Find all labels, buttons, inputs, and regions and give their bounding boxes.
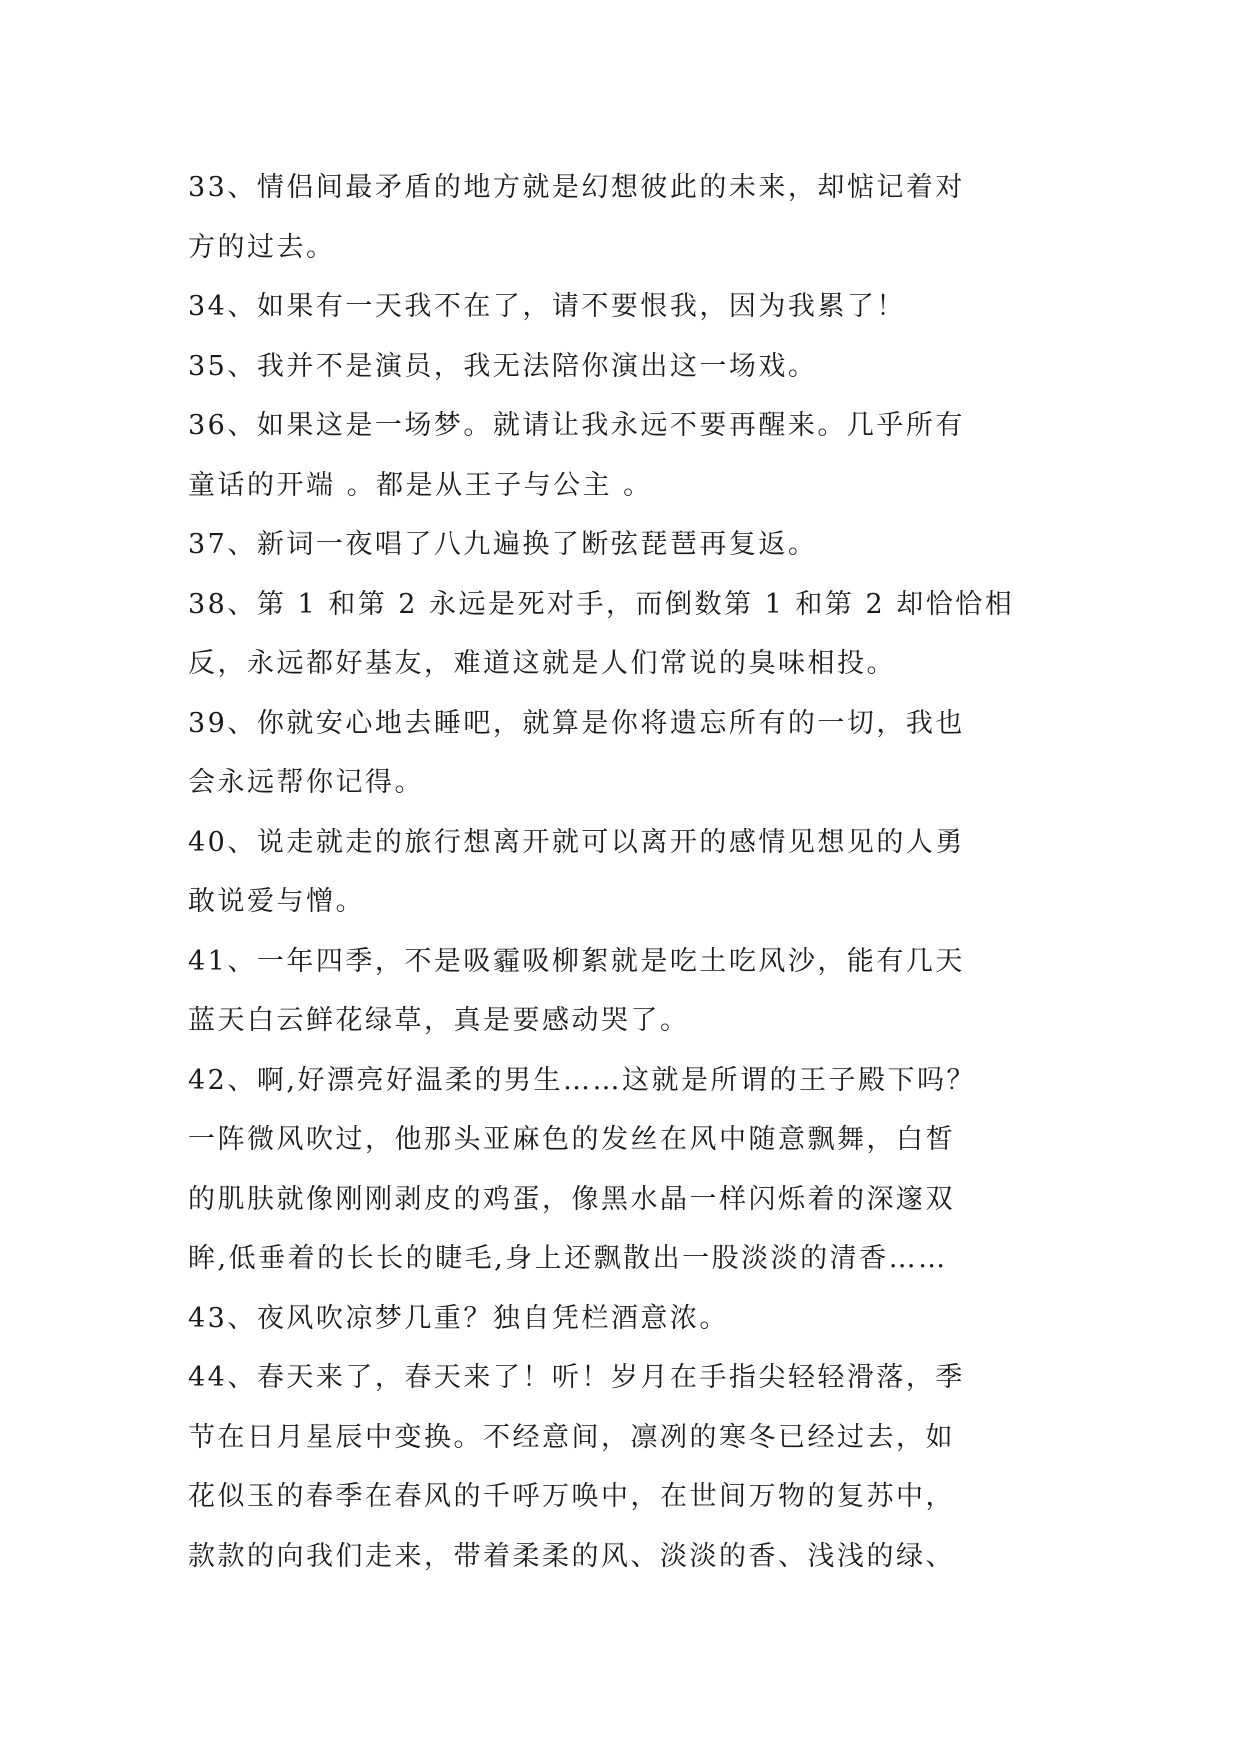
text-line: 的肌肤就像刚刚剥皮的鸡蛋，像黑水晶一样闪烁着的深邃双 [188,1183,955,1215]
text-line: 方的过去。 [188,231,336,263]
text-line: 反，永远都好基友，难道这就是人们常说的臭味相投。 [188,648,896,679]
text-line: 38、第 1 和第 2 永远是死对手，而倒数第 1 和第 2 却恰恰相 [188,588,1015,620]
text-line: 43、夜风吹凉梦几重？独自凭栏酒意浓。 [188,1302,729,1334]
text-line: 童话的开端 。都是从王子与公主 。 [188,469,653,501]
text-line: 会永远帮你记得。 [188,767,424,798]
text-line: 敢说爱与憎。 [188,886,365,917]
text-line: 40、说走就走的旅行想离开就可以离开的感情见想见的人勇 [188,826,965,858]
text-line: 41、一年四季，不是吸霾吸柳絮就是吃土吃风沙，能有几天 [188,945,965,977]
document-body [188,158,1088,1586]
text-line: 款款的向我们走来，带着柔柔的风、淡淡的香、浅浅的绿、 [188,1540,955,1572]
text-line: 33、情侣间最矛盾的地方就是幻想彼此的未来，却惦记着对 [188,172,965,203]
text-line: 37、新词一夜唱了八九遍换了断弦琵琶再复返。 [188,529,818,560]
text-line: 一阵微风吹过，他那头亚麻色的发丝在风中随意飘舞，白皙 [188,1124,955,1155]
text-line: 36、如果这是一场梦。就请让我永远不要再醒来。几乎所有 [188,410,965,441]
text-line: 节在日月星辰中变换。不经意间，凛冽的寒冬已经过去，如 [188,1421,955,1453]
text-line: 42、啊,好漂亮好温柔的男生……这就是所谓的王子殿下吗？ [188,1064,976,1096]
text-line: 34、如果有一天我不在了，请不要恨我，因为我累了！ [188,291,906,322]
text-line: 花似玉的春季在春风的千呼万唤中，在世间万物的复苏中， [188,1481,955,1512]
text-line: 35、我并不是演员，我无法陪你演出这一场戏。 [188,350,818,382]
text-line: 39、你就安心地去睡吧，就算是你将遗忘所有的一切，我也 [188,707,965,739]
text-line: 蓝天白云鲜花绿草，真是要感动哭了。 [188,1005,690,1036]
text-line: 眸,低垂着的长长的睫毛,身上还飘散出一股淡淡的清香…… [188,1243,948,1274]
text-line: 44、春天来了，春天来了！听！岁月在手指尖轻轻滑落，季 [188,1362,965,1393]
